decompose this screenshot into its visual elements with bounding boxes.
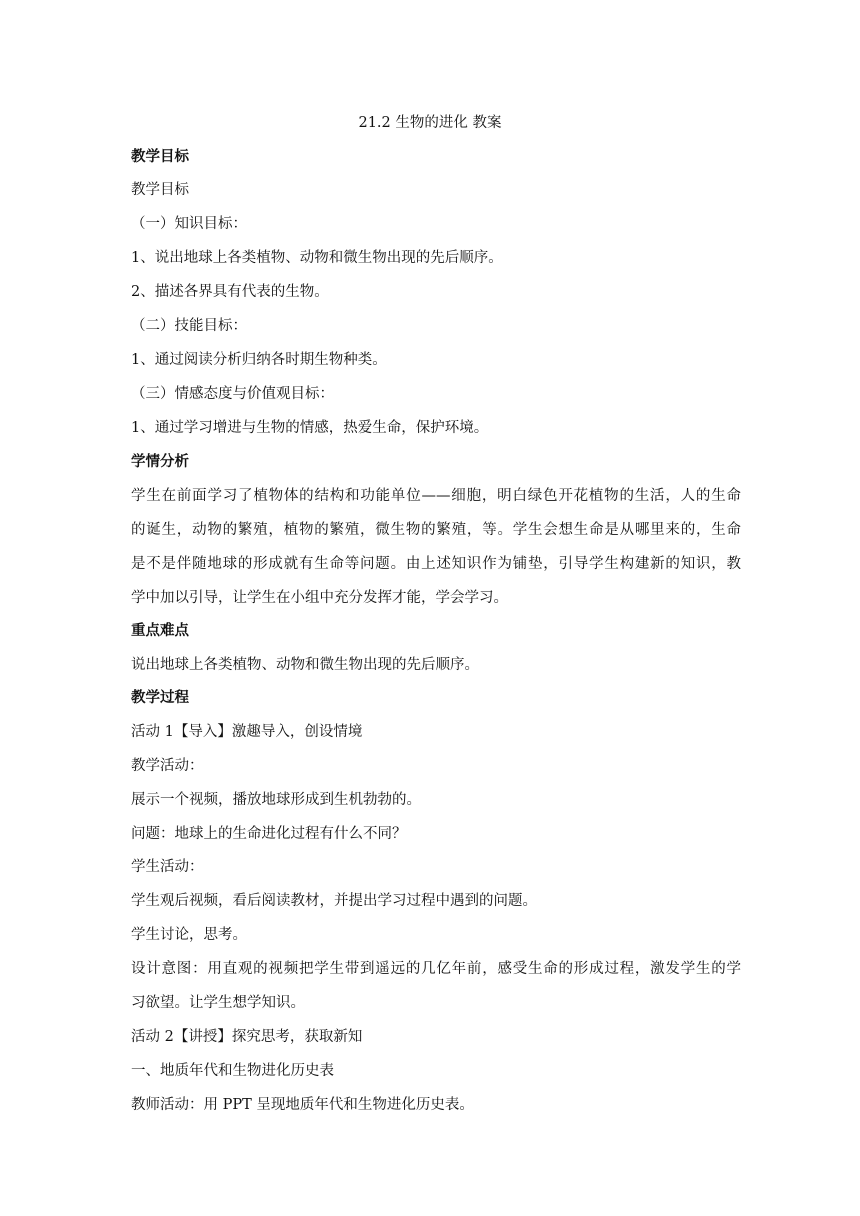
knowledge-objective-item: 1、说出地球上各类植物、动物和微生物出现的先后顺序。 <box>131 250 503 266</box>
knowledge-objectives-heading: （一）知识目标： <box>131 216 247 232</box>
student-activity-label: 学生活动： <box>131 859 204 875</box>
skill-objectives-heading: （二）技能目标： <box>131 318 247 334</box>
design-intent-line: 设计意图：用直观的视频把学生带到遥远的几亿年前，感受生命的形成过程，激发学生的学 <box>131 961 741 977</box>
student-activity-text: 学生观后视频，看后阅读教材，并提出学习过程中遇到的问题。 <box>131 893 537 909</box>
part-1-title: 一、地质年代和生物进化历史表 <box>131 1063 334 1079</box>
objectives-subtitle: 教学目标 <box>131 182 189 198</box>
teacher-activity-label: 教学活动： <box>131 758 204 774</box>
document-title: 21.2 生物的进化 教案 <box>358 115 502 131</box>
student-discuss-text: 学生讨论，思考。 <box>131 927 247 943</box>
teacher-activity-2-text: 教师活动：用 PPT 呈现地质年代和生物进化历史表。 <box>131 1097 474 1113</box>
design-intent-line: 习欲望。让学生想学知识。 <box>131 995 305 1011</box>
question-text: 问题：地球上的生命进化过程有什么不同？ <box>131 826 407 842</box>
section-heading-process: 教学过程 <box>131 690 189 706</box>
activity-1-title: 活动 1【导入】激趣导入，创设情境 <box>131 724 363 740</box>
skill-objective-item: 1、通过阅读分析归纳各时期生物种类。 <box>131 352 387 368</box>
activity-2-title: 活动 2【讲授】探究思考，获取新知 <box>131 1029 363 1045</box>
analysis-paragraph-line: 的诞生，动物的繁殖，植物的繁殖，微生物的繁殖，等。学生会想生命是从哪里来的，生命 <box>131 522 741 538</box>
analysis-paragraph-line: 是不是伴随地球的形成就有生命等问题。由上述知识作为铺垫，引导学生构建新的知识，教 <box>131 556 741 572</box>
section-heading-analysis: 学情分析 <box>131 454 189 470</box>
key-points-text: 说出地球上各类植物、动物和微生物出现的先后顺序。 <box>131 657 479 673</box>
emotion-objectives-heading: （三）情感态度与价值观目标： <box>131 386 334 402</box>
emotion-objective-item: 1、通过学习增进与生物的情感，热爱生命，保护环境。 <box>131 420 489 436</box>
knowledge-objective-item: 2、描述各界具有代表的生物。 <box>131 284 329 300</box>
analysis-paragraph-line: 学生在前面学习了植物体的结构和功能单位——细胞，明白绿色开花植物的生活，人的生命 <box>131 488 741 504</box>
section-heading-objectives: 教学目标 <box>131 149 189 165</box>
teacher-activity-text: 展示一个视频，播放地球形成到生机勃勃的。 <box>131 792 421 808</box>
analysis-paragraph-line: 学中加以引导，让学生在小组中充分发挥才能，学会学习。 <box>131 590 508 606</box>
section-heading-key-points: 重点难点 <box>131 623 189 639</box>
